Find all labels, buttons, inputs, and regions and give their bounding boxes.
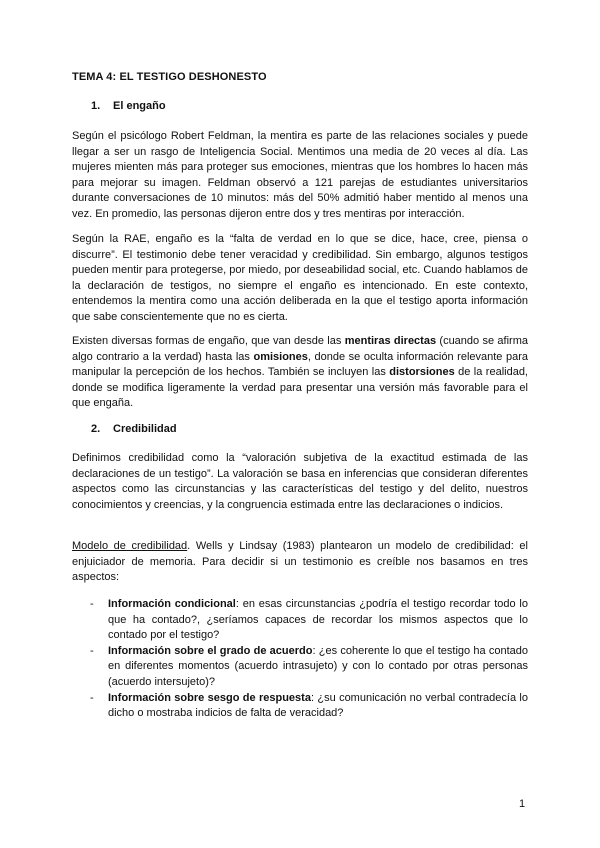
section-2-paragraph-1: Definimos credibilidad como la “valoración subjetiva de la exactitud estimada de las declaraciones de un testigo”. La valoración se basa en inferencias que consideran diferentes aspectos como las circunstancias y las características del testigo y del delito, nuestros conocimientos y creencias, y la congruencia estimada entre las declaraciones o indicios. [72,452,528,511]
section-1-title: El engaño [113,100,166,112]
page-number: 1 [519,798,526,810]
section-1-paragraph-1: Según el psicólogo Robert Feldman, la mentira es parte de las relaciones sociales y puede llegar a ser un rasgo de Inteligencia Social. Mentimos una media de 20 veces al día. Las mujeres mienten más para proteger sus emociones, mientras que los hombres lo hacen más para mejorar su imagen. Feldman observó a 121 parejas de estudiantes universitarios durante conversaciones de 10 minutos: más del 50% admitió haber mentido al menos una vez. En promedio, las personas dijeron entre dos y tres mentiras por interacción. [72,130,528,220]
model-credibility-label: Modelo de credibilidad [72,540,188,552]
p3-text-2: (cuando se afirma algo contrario a la verdad) hasta las [72,335,528,363]
section-2-number: 2. [91,423,101,435]
p3-text-1: Existen diversas formas de engaño, que van desde las [72,335,345,347]
section-1-heading [91,100,166,112]
section-2-paragraph-2 [72,539,528,586]
p2-text: . Wells y Lindsay (1983) plantearon un modelo de credibilidad: el enjuiciador de memoria. Para decidir si un testimonio es creíble nos basamos en tres aspectos: [72,540,528,584]
p3-text-4: de la realidad, donde se modifica ligeramente la verdad para presentar una versión más favorable para el que engaña. [72,366,528,410]
list-item-bold: Información sobre sesgo de respuesta [108,691,311,704]
section-1-paragraph-2: Según la RAE, engaño es la “falta de verdad en lo que se dice, hace, cree, piensa o discurre”. El testimonio debe tener veracidad y credibilidad. Sin embargo, algunos testigos pueden mentir para protegerse, por miedo, por deseabilidad social, etc. Cuando hablamos de la declaración de testigos, no siempre el engaño es intencionado. En este contexto, entendemos la mentira como una acción deliberada en la que el testigo aporta información que sabe conscientemente que no es cierta. [72,233,528,323]
list-item [90,597,528,644]
list-item-text: : ¿su comunicación no verbal contradecía lo dicho o mostraba indicios de falta de veracidad? [108,691,528,720]
list-item [90,691,528,722]
p3-bold-omisiones: omisiones [253,350,308,363]
section-1-number: 1. [91,100,101,112]
credibility-aspects-list [90,597,528,722]
list-item-bold: Información condicional [108,598,236,610]
list-bullet: - [90,644,94,657]
section-2-heading [91,423,177,435]
list-item-text: : ¿es coherente lo que el testigo ha contado en diferentes momentos (acuerdo intrasujeto) y con lo contado por otras personas (acuerdo intersujeto)? [108,644,528,688]
list-bullet: - [90,598,94,610]
p3-bold-distorsiones: distorsiones [389,366,455,379]
p3-bold-mentiras-directas: mentiras directas [344,335,437,347]
p3-text-3: , donde se oculta información relevante para manipular la percepción de los hechos. También se incluyen las [72,350,529,379]
section-2-title: Credibilidad [113,423,177,435]
list-item [90,644,528,691]
list-item-bold: Información sobre el grado de acuerdo [108,644,313,657]
list-item-text: : en esas circunstancias ¿podría el testigo recordar todo lo que ha contado?, ¿seríamos capaces de recordar los mismos aspectos que lo contado por el testigo? [108,598,528,642]
list-bullet: - [90,691,94,704]
section-1-paragraph-3 [72,334,528,412]
document-title: TEMA 4: EL TESTIGO DESHONESTO [72,71,267,83]
